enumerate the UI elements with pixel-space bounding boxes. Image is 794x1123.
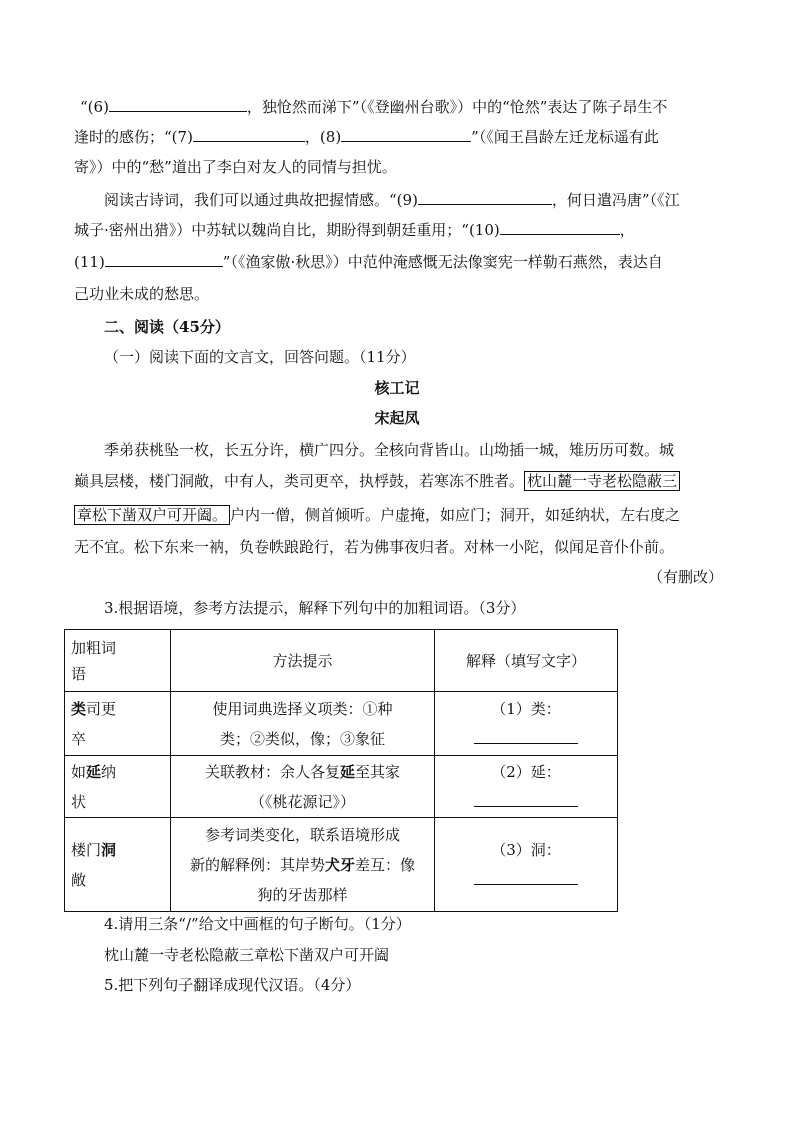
hint-text: 参考词类变化，联系语境形成: [204, 825, 400, 844]
hint-text: 至其家: [355, 762, 401, 781]
hint-cell: [171, 756, 435, 818]
fill-blank-6[interactable]: [109, 97, 247, 112]
table-row: [65, 818, 618, 912]
passage-line4: 无不宜。松下东来一衲，负卷帙踉跄行，若为佛事夜归者。对林一小陀，似闻足音仆仆前。: [74, 538, 675, 556]
header-text: 加粗词: [71, 638, 117, 657]
word-cell: [65, 818, 171, 912]
passage-text: 户内一僧，侧首倾听。户虚掩，如应门；洞开，如延纳状，左右度之: [230, 506, 681, 524]
answer-cell: [435, 692, 618, 756]
para2-line1: [104, 190, 680, 210]
hint-text: 类；②类似，像；③象征: [219, 729, 385, 748]
word-text: 纳: [101, 762, 117, 781]
p1-text: ，(8): [304, 128, 342, 146]
section-subheading: （一）阅读下面的文言文，回答问题。（11分）: [104, 348, 416, 366]
p2-text: ”（《渔家傲·秋思》）中范仲淹感慨无法像窦宪一样勒石燕然，表达自: [222, 253, 663, 271]
passage-note: （有删改）: [648, 568, 724, 586]
bold-word: 延: [339, 762, 355, 781]
para1-line1: [80, 97, 667, 117]
answer-blank-1[interactable]: [474, 729, 578, 744]
passage-line3: [74, 505, 680, 525]
p2-text: ，何日遣冯唐”（《江: [551, 191, 680, 209]
p1-text: ”（《闻王昌龄左迁龙标遥有此: [471, 128, 659, 146]
bold-word: 犬牙: [324, 855, 355, 874]
table-header-row: [65, 630, 618, 692]
header-method: 方法提示: [171, 630, 435, 692]
hint-text: 关联教材：余人各复: [204, 762, 340, 781]
p2-text: ，: [619, 221, 635, 239]
fill-blank-11[interactable]: [105, 252, 223, 267]
answer-blank-2[interactable]: [474, 792, 578, 807]
q4-prompt: 4.请用三条“/”给文中画框的句子断句。（1分）: [104, 915, 411, 933]
answer-cell: [435, 818, 618, 912]
word-text: 敞: [71, 870, 87, 889]
section-heading: 二、阅读（45分）: [104, 318, 230, 336]
word-text: 司更: [86, 699, 117, 718]
word-text: 状: [71, 792, 87, 811]
para2-line3: [74, 252, 663, 272]
hint-text: （《桃花源记》）: [249, 792, 355, 811]
p2-text: 城子·密州出猎》）中苏轼以魏尚自比，期盼得到朝廷重用；“(10): [74, 221, 500, 239]
fill-blank-9[interactable]: [418, 190, 552, 205]
hint-text: 新的解释例：其岸势: [189, 855, 325, 874]
word-text: 卒: [71, 729, 87, 748]
table-row: [65, 692, 618, 756]
fill-blank-10[interactable]: [500, 220, 620, 235]
p1-text: “(6): [80, 98, 109, 116]
p1-text: ，独怆然而涕下”（《登幽州台歌》）中的“怆然”表达了陈子昂生不: [246, 98, 668, 116]
framed-sentence-part2: 章松下凿双户可开阖。: [74, 505, 230, 525]
para2-line2: [74, 220, 635, 240]
framed-sentence-part1: 枕山麓一寺老松隐蔽三: [524, 471, 680, 491]
hint-cell: [171, 818, 435, 912]
q5-prompt: 5.把下列句子翻译成现代汉语。（4分）: [104, 976, 361, 994]
word-cell: [65, 692, 171, 756]
passage-line2: [74, 471, 680, 491]
answer-label: （2）延：: [491, 762, 561, 781]
word-cell: [65, 756, 171, 818]
para2-line4: 己功业未成的愁思。: [74, 285, 210, 303]
table-row: [65, 756, 618, 818]
word-text: 如: [71, 762, 87, 781]
hint-text: 狗的牙齿那样: [257, 885, 348, 904]
passage-line1: 季弟获桃坠一枚，长五分许，横广四分。全核向背皆山。山坳插一城，雉历历可数。城: [104, 441, 675, 459]
fill-blank-7[interactable]: [193, 127, 305, 142]
fill-blank-8[interactable]: [341, 127, 471, 142]
para1-line2: [74, 127, 659, 147]
passage-text: 巅具层楼，楼门洞敞，中有人，类司更卒，执桴鼓，若寒冻不胜者。: [74, 472, 525, 490]
para1-line3: 寄》）中的“愁”道出了李白对友人的同情与担忧。: [74, 158, 397, 176]
q3-table: [64, 629, 618, 912]
bold-word: 延: [86, 762, 102, 781]
answer-label: （3）洞：: [491, 840, 561, 859]
p2-text: (11): [74, 253, 105, 271]
hint-text: 差互：像: [355, 855, 416, 874]
q4-sentence: 枕山麓一寺老松隐蔽三章松下凿双户可开阖: [104, 946, 390, 964]
hint-cell: [171, 692, 435, 756]
header-text: 语: [71, 664, 87, 683]
bold-word: 类: [71, 699, 87, 718]
hint-text: 使用词典选择义项类：①种: [212, 699, 393, 718]
answer-blank-3[interactable]: [474, 870, 578, 885]
answer-cell: [435, 756, 618, 818]
word-text: 楼门: [71, 840, 102, 859]
passage-author: 宋起凤: [374, 409, 420, 427]
p2-text: 阅读古诗词，我们可以通过典故把握情感。“(9): [104, 191, 418, 209]
q3-prompt: 3.根据语境，参考方法提示，解释下列句中的加粗词语。（3分）: [104, 599, 526, 617]
header-word: [65, 630, 171, 692]
passage-title: 核工记: [374, 379, 420, 397]
answer-label: （1）类：: [491, 699, 561, 718]
header-answer: 解释（填写文字）: [435, 630, 618, 692]
bold-word: 洞: [101, 840, 117, 859]
p1-text: 逢时的感伤；“(7): [74, 128, 193, 146]
